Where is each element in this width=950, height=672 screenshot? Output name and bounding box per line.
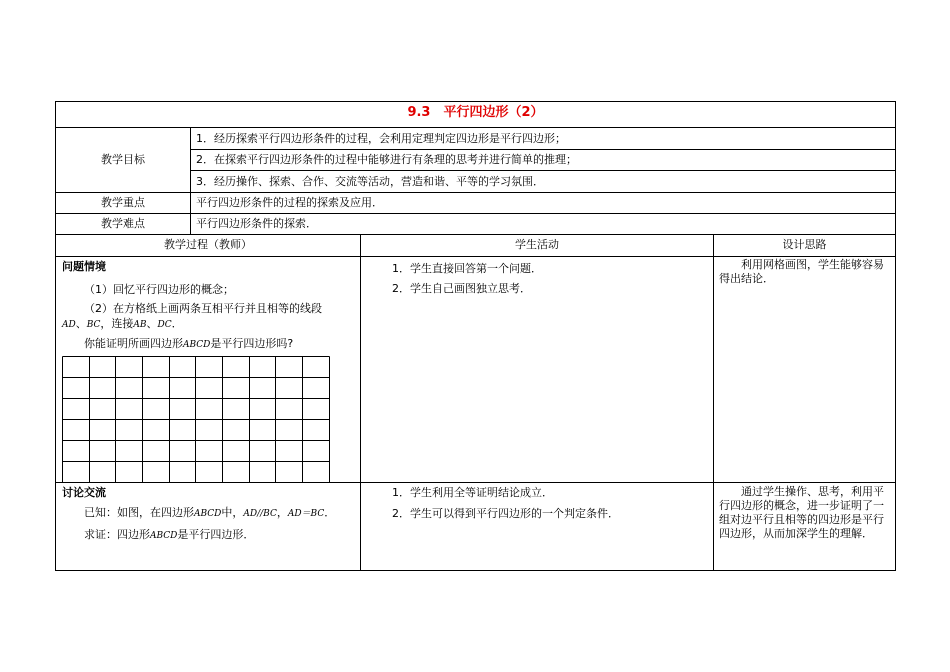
math-var: ABCD xyxy=(183,340,211,350)
math-var: AD//BC xyxy=(243,509,277,519)
text-fragment: 、 xyxy=(146,317,158,330)
section1-line2: （2）在方格纸上画两条互相平行并且相等的线段 xyxy=(84,302,322,315)
header-student: 学生活动 xyxy=(515,238,559,251)
text-fragment: ， xyxy=(276,506,288,519)
text-fragment: 已知：如图，在四边形 xyxy=(84,506,194,519)
text-fragment: ． xyxy=(324,506,336,519)
section1-design: 利用网格画图，学生能够容易得出结论． xyxy=(719,258,884,285)
math-var: DC xyxy=(157,320,172,330)
math-var: AD xyxy=(62,320,76,330)
objective-item: 3．经历操作、探索、合作、交流等活动，营造和谐、平等的学习氛围． xyxy=(196,175,544,188)
math-var: BC xyxy=(86,320,101,330)
text-fragment: 是平行四边形吗? xyxy=(210,337,294,350)
objective-item: 1．经历探索平行四边形条件的过程，会利用定理判定四边形是平行四边形； xyxy=(196,132,566,145)
section2-student-item: 1．学生利用全等证明结论成立． xyxy=(392,486,553,499)
objectives-label: 教学目标 xyxy=(101,153,145,166)
key-point-label: 教学重点 xyxy=(101,196,145,209)
text-fragment: 你能证明所画四边形 xyxy=(84,337,183,350)
math-var: AD＝BC xyxy=(287,509,325,519)
section2-design: 通过学生操作、思考，利用平行四边形的概念，进一步证明了一组对边平行且相等的四边形是平行四边形，从而加深学生的理解． xyxy=(719,485,884,540)
math-var: ABCD xyxy=(194,509,222,519)
math-var: ABCD xyxy=(150,531,178,541)
text-fragment: 、 xyxy=(75,317,87,330)
text-fragment: 中， xyxy=(221,506,244,519)
text-fragment: ，连接 xyxy=(100,317,134,330)
objective-item: 2．在探索平行四边形条件的过程中能够进行有条理的思考并进行简单的推理； xyxy=(196,153,577,166)
difficulty-text: 平行四边形条件的探索． xyxy=(196,217,317,230)
header-teacher: 教学过程（教师） xyxy=(164,238,252,251)
key-point-text: 平行四边形条件的过程的探索及应用． xyxy=(196,196,383,209)
section1-line4 xyxy=(84,337,293,352)
difficulty-label: 教学难点 xyxy=(101,217,145,230)
section2-heading: 讨论交流 xyxy=(62,486,106,499)
section2-given xyxy=(84,506,335,521)
section1-heading: 问题情境 xyxy=(62,260,106,273)
text-fragment: 是平行四边形． xyxy=(177,528,255,541)
text-fragment: 求证：四边形 xyxy=(84,528,150,541)
math-var: AB xyxy=(133,320,147,330)
section1-student-item: 1．学生直接回答第一个问题． xyxy=(392,262,542,275)
header-design: 设计思路 xyxy=(782,238,827,251)
section1-line3 xyxy=(62,317,183,332)
grid-paper xyxy=(62,356,330,483)
section2-prove xyxy=(84,528,254,543)
section1-line1: （1）回忆平行四边形的概念； xyxy=(84,283,234,296)
section1-student-item: 2．学生自己画图独立思考． xyxy=(392,282,531,295)
section2-student-item: 2．学生可以得到平行四边形的一个判定条件． xyxy=(392,507,619,520)
text-fragment: ． xyxy=(171,317,183,330)
lesson-title: 9.3 平行四边形（2） xyxy=(407,105,544,120)
